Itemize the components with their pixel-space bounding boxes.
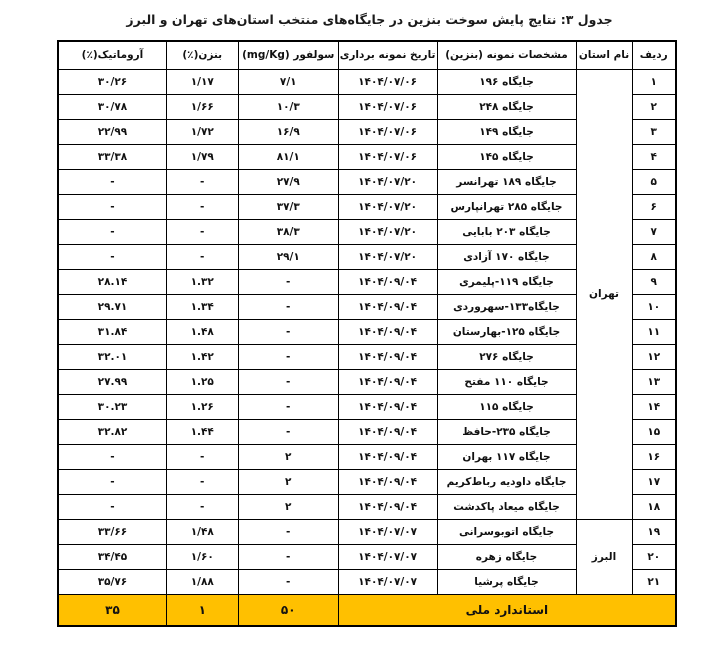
station-cell: جایگاه ۲۰۳ بابایی bbox=[437, 219, 576, 244]
date-cell: ۱۴۰۴/۰۷/۰۶ bbox=[338, 119, 437, 144]
benzene-cell: ۱.۴۲ bbox=[166, 344, 238, 369]
row-number-cell: ۵ bbox=[632, 169, 676, 194]
station-cell: جایگاه زهره bbox=[437, 544, 576, 569]
row-number-cell: ۷ bbox=[632, 219, 676, 244]
row-number-cell: ۱۶ bbox=[632, 444, 676, 469]
date-cell: ۱۴۰۴/۰۹/۰۴ bbox=[338, 294, 437, 319]
benzene-cell: - bbox=[166, 194, 238, 219]
aromatic-cell: - bbox=[58, 219, 166, 244]
standard-sulfur-cell: ۵۰ bbox=[238, 594, 338, 626]
row-number-cell: ۱۲ bbox=[632, 344, 676, 369]
station-cell: جایگاه اتوبوسرانی bbox=[437, 519, 576, 544]
benzene-cell: ۱/۸۸ bbox=[166, 569, 238, 594]
sulfur-cell: ۳۸/۳ bbox=[238, 219, 338, 244]
sulfur-cell: ۱۰/۳ bbox=[238, 94, 338, 119]
row-number-cell: ۶ bbox=[632, 194, 676, 219]
table-footer bbox=[58, 594, 676, 626]
aromatic-cell: ۲۷.۹۹ bbox=[58, 369, 166, 394]
sulfur-cell: - bbox=[238, 369, 338, 394]
aromatic-cell: - bbox=[58, 194, 166, 219]
table-container bbox=[57, 40, 677, 627]
benzene-cell: - bbox=[166, 219, 238, 244]
station-cell: جایگاه ۱۲۵-بهارستان bbox=[437, 319, 576, 344]
benzene-cell: ۱.۴۴ bbox=[166, 419, 238, 444]
date-cell: ۱۴۰۴/۰۷/۰۷ bbox=[338, 519, 437, 544]
header-cell-province: نام استان bbox=[576, 41, 632, 69]
row-number-cell: ۲۰ bbox=[632, 544, 676, 569]
sulfur-cell: - bbox=[238, 394, 338, 419]
sulfur-cell: ۲۷/۹ bbox=[238, 169, 338, 194]
aromatic-cell: ۳۵/۷۶ bbox=[58, 569, 166, 594]
table-body bbox=[58, 69, 676, 594]
header-cell-sulfur: سولفور (mg/Kg) bbox=[238, 41, 338, 69]
national-standard-row bbox=[58, 594, 676, 626]
station-cell: جایگاه داودیه رباط‌کریم bbox=[437, 469, 576, 494]
table-header bbox=[58, 41, 676, 69]
station-cell: جایگاه ۱۱۹-پلیمری bbox=[437, 269, 576, 294]
station-cell: جایگاه ۱۱۷ بهران bbox=[437, 444, 576, 469]
date-cell: ۱۴۰۴/۰۷/۲۰ bbox=[338, 244, 437, 269]
station-cell: جایگاه ۱۴۹ bbox=[437, 119, 576, 144]
table-row bbox=[58, 69, 676, 94]
aromatic-cell: ۳۳/۳۸ bbox=[58, 144, 166, 169]
aromatic-cell: ۲۲/۹۹ bbox=[58, 119, 166, 144]
aromatic-cell: ۲۸.۱۴ bbox=[58, 269, 166, 294]
station-cell: جایگاه ۱۴۵ bbox=[437, 144, 576, 169]
sulfur-cell: - bbox=[238, 269, 338, 294]
aromatic-cell: ۳۳/۶۶ bbox=[58, 519, 166, 544]
header-cell-station: مشخصات نمونه (بنزین) bbox=[437, 41, 576, 69]
sulfur-cell: ۱۶/۹ bbox=[238, 119, 338, 144]
sulfur-cell: - bbox=[238, 544, 338, 569]
sulfur-cell: - bbox=[238, 319, 338, 344]
header-cell-date: تاریخ نمونه برداری bbox=[338, 41, 437, 69]
benzene-cell: ۱/۱۷ bbox=[166, 69, 238, 94]
station-cell: جایگاه ۱۱۰ مفتح bbox=[437, 369, 576, 394]
sulfur-cell: - bbox=[238, 519, 338, 544]
station-cell: جایگاه میعاد پاکدشت bbox=[437, 494, 576, 519]
sulfur-cell: - bbox=[238, 344, 338, 369]
aromatic-cell: - bbox=[58, 469, 166, 494]
benzene-cell: - bbox=[166, 494, 238, 519]
station-cell: جایگاه ۲۴۸ bbox=[437, 94, 576, 119]
date-cell: ۱۴۰۴/۰۹/۰۴ bbox=[338, 444, 437, 469]
station-cell: جایگاه ۱۷۰ آزادی bbox=[437, 244, 576, 269]
station-cell: جایگاه ۱۱۵ bbox=[437, 394, 576, 419]
station-cell: جایگاه ۱۹۶ bbox=[437, 69, 576, 94]
station-cell: جایگاه پرشیا bbox=[437, 569, 576, 594]
sulfur-cell: - bbox=[238, 294, 338, 319]
date-cell: ۱۴۰۴/۰۷/۲۰ bbox=[338, 194, 437, 219]
aromatic-cell: - bbox=[58, 244, 166, 269]
aromatic-cell: ۳۱.۸۴ bbox=[58, 319, 166, 344]
fuel-monitoring-table bbox=[57, 40, 677, 627]
benzene-cell: ۱.۴۸ bbox=[166, 319, 238, 344]
benzene-cell: - bbox=[166, 444, 238, 469]
aromatic-cell: ۳۲.۰۱ bbox=[58, 344, 166, 369]
date-cell: ۱۴۰۴/۰۷/۰۷ bbox=[338, 544, 437, 569]
sulfur-cell: ۷/۱ bbox=[238, 69, 338, 94]
station-cell: جایگاه ۱۸۹ تهرانسر bbox=[437, 169, 576, 194]
aromatic-cell: - bbox=[58, 444, 166, 469]
row-number-cell: ۹ bbox=[632, 269, 676, 294]
benzene-cell: ۱.۳۴ bbox=[166, 294, 238, 319]
sulfur-cell: ۲ bbox=[238, 494, 338, 519]
row-number-cell: ۱۵ bbox=[632, 419, 676, 444]
date-cell: ۱۴۰۴/۰۹/۰۴ bbox=[338, 319, 437, 344]
sulfur-cell: ۲ bbox=[238, 469, 338, 494]
date-cell: ۱۴۰۴/۰۹/۰۴ bbox=[338, 269, 437, 294]
date-cell: ۱۴۰۴/۰۹/۰۴ bbox=[338, 394, 437, 419]
sulfur-cell: ۸۱/۱ bbox=[238, 144, 338, 169]
benzene-cell: ۱.۲۵ bbox=[166, 369, 238, 394]
province-cell: البرز bbox=[576, 519, 632, 594]
benzene-cell: ۱/۷۹ bbox=[166, 144, 238, 169]
date-cell: ۱۴۰۴/۰۷/۰۶ bbox=[338, 69, 437, 94]
station-cell: جایگاه ۲۳۵-حافظ bbox=[437, 419, 576, 444]
aromatic-cell: ۳۰/۷۸ bbox=[58, 94, 166, 119]
standard-benzene-cell: ۱ bbox=[166, 594, 238, 626]
aromatic-cell: ۳۰.۲۳ bbox=[58, 394, 166, 419]
row-number-cell: ۱۴ bbox=[632, 394, 676, 419]
aromatic-cell: - bbox=[58, 169, 166, 194]
header-row bbox=[58, 41, 676, 69]
date-cell: ۱۴۰۴/۰۷/۰۶ bbox=[338, 94, 437, 119]
date-cell: ۱۴۰۴/۰۹/۰۴ bbox=[338, 494, 437, 519]
benzene-cell: ۱/۷۲ bbox=[166, 119, 238, 144]
sulfur-cell: ۲۹/۱ bbox=[238, 244, 338, 269]
date-cell: ۱۴۰۴/۰۷/۲۰ bbox=[338, 219, 437, 244]
station-cell: جایگاه ۲۷۶ bbox=[437, 344, 576, 369]
row-number-cell: ۱۳ bbox=[632, 369, 676, 394]
benzene-cell: - bbox=[166, 169, 238, 194]
aromatic-cell: ۳۲.۸۲ bbox=[58, 419, 166, 444]
row-number-cell: ۳ bbox=[632, 119, 676, 144]
province-cell: تهران bbox=[576, 69, 632, 519]
benzene-cell: ۱.۳۲ bbox=[166, 269, 238, 294]
benzene-cell: ۱/۴۸ bbox=[166, 519, 238, 544]
date-cell: ۱۴۰۴/۰۹/۰۴ bbox=[338, 369, 437, 394]
date-cell: ۱۴۰۴/۰۷/۲۰ bbox=[338, 169, 437, 194]
table-row bbox=[58, 519, 676, 544]
sulfur-cell: ۲ bbox=[238, 444, 338, 469]
page-title: جدول ۳: نتایج پایش سوخت بنزین در جایگاه‌های منتخب استان‌های تهران و البرز bbox=[126, 12, 613, 27]
header-cell-aromatic: آروماتیک(٪) bbox=[58, 41, 166, 69]
row-number-cell: ۱۸ bbox=[632, 494, 676, 519]
sulfur-cell: - bbox=[238, 419, 338, 444]
station-cell: جایگاه ۲۸۵ تهرانپارس bbox=[437, 194, 576, 219]
row-number-cell: ۸ bbox=[632, 244, 676, 269]
sulfur-cell: - bbox=[238, 569, 338, 594]
sulfur-cell: ۳۷/۳ bbox=[238, 194, 338, 219]
aromatic-cell: ۲۹.۷۱ bbox=[58, 294, 166, 319]
row-number-cell: ۲ bbox=[632, 94, 676, 119]
benzene-cell: ۱/۶۰ bbox=[166, 544, 238, 569]
standard-label-cell: استاندارد ملی bbox=[338, 594, 676, 626]
row-number-cell: ۱۰ bbox=[632, 294, 676, 319]
header-cell-row-number: ردیف bbox=[632, 41, 676, 69]
date-cell: ۱۴۰۴/۰۷/۰۷ bbox=[338, 569, 437, 594]
row-number-cell: ۱۷ bbox=[632, 469, 676, 494]
row-number-cell: ۲۱ bbox=[632, 569, 676, 594]
date-cell: ۱۴۰۴/۰۹/۰۴ bbox=[338, 344, 437, 369]
benzene-cell: ۱/۶۶ bbox=[166, 94, 238, 119]
benzene-cell: ۱.۲۶ bbox=[166, 394, 238, 419]
benzene-cell: - bbox=[166, 469, 238, 494]
aromatic-cell: ۳۴/۴۵ bbox=[58, 544, 166, 569]
aromatic-cell: - bbox=[58, 494, 166, 519]
standard-aromatic-cell: ۳۵ bbox=[58, 594, 166, 626]
date-cell: ۱۴۰۴/۰۹/۰۴ bbox=[338, 469, 437, 494]
station-cell: جایگاه۱۳۳-سهروردی bbox=[437, 294, 576, 319]
aromatic-cell: ۳۰/۲۶ bbox=[58, 69, 166, 94]
benzene-cell: - bbox=[166, 244, 238, 269]
header-cell-benzene: بنزن(٪) bbox=[166, 41, 238, 69]
row-number-cell: ۴ bbox=[632, 144, 676, 169]
date-cell: ۱۴۰۴/۰۷/۰۶ bbox=[338, 144, 437, 169]
row-number-cell: ۱۹ bbox=[632, 519, 676, 544]
date-cell: ۱۴۰۴/۰۹/۰۴ bbox=[338, 419, 437, 444]
row-number-cell: ۱ bbox=[632, 69, 676, 94]
row-number-cell: ۱۱ bbox=[632, 319, 676, 344]
